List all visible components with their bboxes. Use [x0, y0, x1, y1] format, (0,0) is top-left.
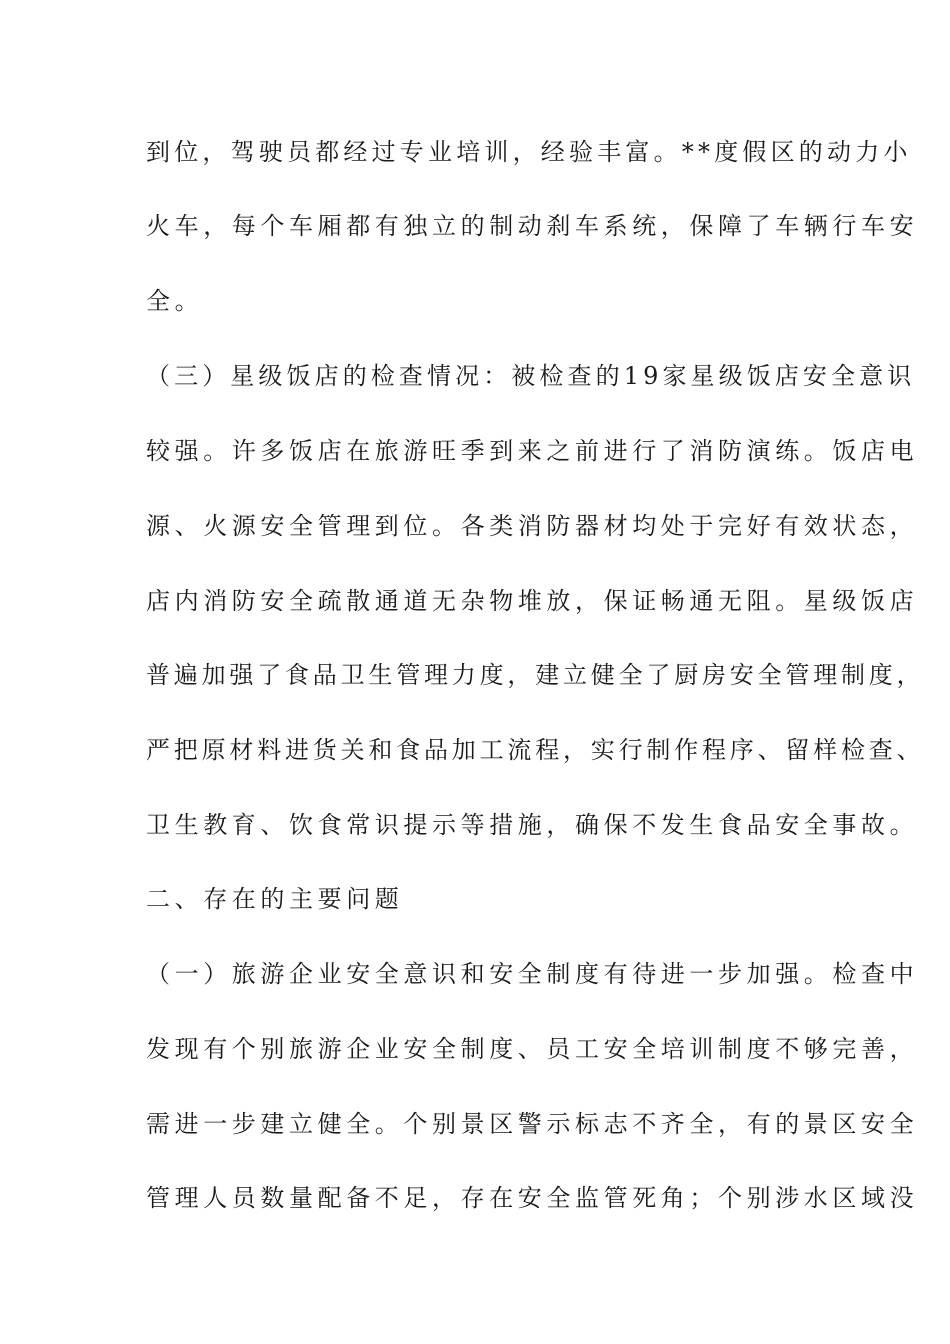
body-text-line: 较强。许多饭店在旅游旺季到来之前进行了消防演练。饭店电: [146, 437, 919, 465]
body-text-line: 发现有个别旅游企业安全制度、员工安全培训制度不够完善，: [146, 1035, 919, 1063]
body-text-line: 店内消防安全疏散通道无杂物堆放，保证畅通无阻。星级饭店: [146, 587, 919, 615]
body-text-line: 管理人员数量配备不足，存在安全监管死角；个别涉水区域没: [146, 1184, 919, 1212]
body-text-line: 全。: [146, 287, 204, 315]
body-text-line: 卫生教育、饮食常识提示等措施，确保不发生食品安全事故。: [146, 811, 919, 839]
body-text-line: 火车，每个车厢都有独立的制动刹车系统，保障了车辆行车安: [146, 212, 919, 240]
body-text-line: 严把原材料进货关和食品加工流程，实行制作程序、留样检查、: [146, 736, 925, 764]
section-heading: 二、存在的主要问题: [146, 885, 404, 913]
body-text-line: 需进一步建立健全。个别景区警示标志不齐全，有的景区安全: [146, 1110, 919, 1138]
subsection-heading-line: （一）旅游企业安全意识和安全制度有待进一步加强。检查中: [146, 960, 919, 988]
body-text-line: 普遍加强了食品卫生管理力度，建立健全了厨房安全管理制度，: [146, 661, 925, 689]
body-text-line: 源、火源安全管理到位。各类消防器材均处于完好有效状态，: [146, 512, 919, 540]
body-text-line: 到位，驾驶员都经过专业培训，经验丰富。**度假区的动力小: [146, 138, 912, 166]
subsection-heading-line: （三）星级饭店的检查情况：被检查的19家星级饭店安全意识: [146, 362, 916, 390]
